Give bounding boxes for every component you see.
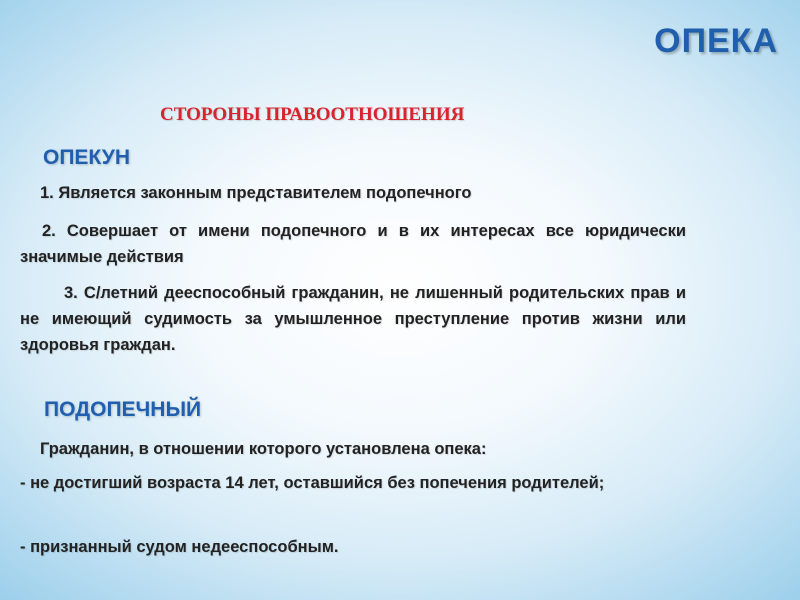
ward-item-2: - признанный судом недееспособным. — [20, 538, 339, 556]
guardian-item-1: 1. Является законным представителем подопечного — [40, 184, 472, 202]
guardian-heading: ОПЕКУН — [43, 146, 131, 169]
ward-intro: Гражданин, в отношении которого установлена опека: — [40, 440, 487, 458]
slide-title: ОПЕКА — [654, 22, 778, 60]
ward-heading: ПОДОПЕЧНЫЙ — [44, 398, 202, 421]
ward-item-1: - не достигший возраста 14 лет, оставшийся без попечения родителей; — [20, 474, 605, 492]
guardian-item-3: 3. С/летний дееспособный гражданин, не лишенный родительских прав и не имеющий судимость за умышленное преступление против жизни или здоровья граждан. — [20, 284, 686, 354]
guardian-item-2: 2. Совершает от имени подопечного и в их интересах все юридически значимые действия — [20, 222, 686, 266]
slide-subtitle: СТОРОНЫ ПРАВООТНОШЕНИЯ — [160, 104, 465, 125]
